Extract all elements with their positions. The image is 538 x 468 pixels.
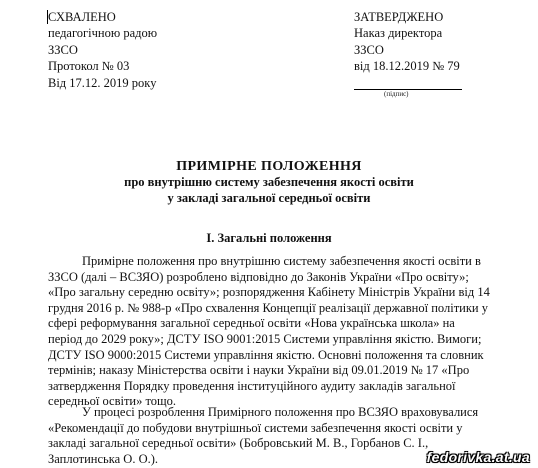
signature-caption: (підпис) bbox=[384, 89, 409, 98]
title-subtitle: у закладі загальної середньої освіти bbox=[167, 190, 371, 205]
paragraph-line: затвердження Порядку проведення інституційного аудиту закладів загальної bbox=[48, 378, 456, 393]
paragraph-line: період до 2029 року»; ДСТУ ISO 9001:2015 Системи управління якістю. Вимоги; bbox=[48, 331, 482, 346]
title-subtitle: про внутрішню систему забезпечення якості освіти bbox=[124, 175, 414, 189]
approval-block bbox=[48, 9, 278, 91]
paragraph-line: сфері реформування загальної середньої освіти «Нова українська школа» на bbox=[48, 316, 455, 331]
confirmed-line: ЗЗСО bbox=[354, 42, 384, 57]
paragraph-line: грудня 2016 р. № 988-р «Про схвалення Концепції реалізації державної політики у bbox=[48, 300, 488, 315]
watermark: fedorivka.at.ua bbox=[426, 449, 530, 465]
paragraph-line: У процесі розроблення Примірного положення про ВСЗЯО враховувалися bbox=[82, 405, 479, 419]
section-heading: І. Загальні положення bbox=[206, 231, 332, 245]
signature-line bbox=[354, 77, 462, 90]
paragraph-line: ЗЗСО (далі – ВСЗЯО) розроблено відповідно до Законів України «Про освіту»; bbox=[48, 269, 469, 284]
approved-heading: СХВАЛЕНО bbox=[48, 10, 116, 24]
approved-line: педагогічною радою bbox=[48, 26, 158, 41]
approved-line: ЗЗСО bbox=[48, 42, 78, 57]
paragraph-line: закладі загальної середньої освіти» (Бобровський М. В., Горбанов С. І., bbox=[48, 436, 429, 451]
approved-protocol: Протокол № 03 bbox=[48, 59, 130, 74]
paragraph-line: «Про загальну середню освіту»; розпорядження Кабінету Міністрів України від 14 bbox=[48, 285, 490, 300]
confirmation-block bbox=[354, 9, 534, 99]
confirmed-order: від 18.12.2019 № 79 bbox=[354, 59, 460, 74]
document-title bbox=[0, 158, 538, 206]
paragraph-line: Заплотинська О. О.). bbox=[48, 451, 159, 466]
paragraph-general-provisions bbox=[48, 254, 510, 410]
paragraph-line: ДСТУ ISO 9000:2015 Системи управління якістю. Основні положення та словник bbox=[48, 347, 484, 362]
confirmed-heading: ЗАТВЕРДЖЕНО bbox=[354, 10, 444, 24]
paragraph-line: «Рекомендації до побудови внутрішньої системи забезпечення якості освіти у bbox=[48, 420, 463, 435]
paragraph-line: термінів; наказу Міністерства освіти і науки України від 09.01.2019 № 17 «Про bbox=[48, 363, 470, 378]
title-main: ПРИМІРНЕ ПОЛОЖЕННЯ bbox=[176, 159, 362, 174]
paragraph-line: Примірне положення про внутрішню систему забезпечення якості освіти в bbox=[82, 254, 481, 268]
confirmed-line: Наказ директора bbox=[354, 26, 443, 41]
approved-date: Від 17.12. 2019 року bbox=[48, 75, 157, 90]
paragraph-line: середньої освіти» тощо. bbox=[48, 394, 177, 409]
